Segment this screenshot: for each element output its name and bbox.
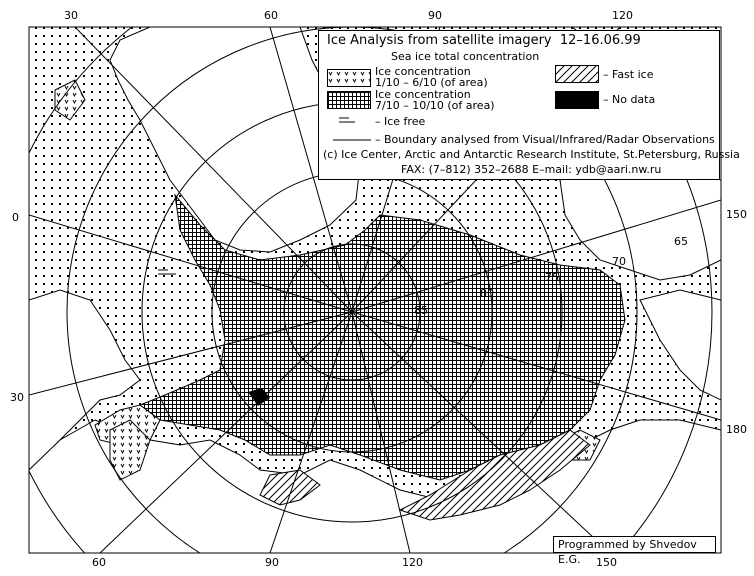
lon-label-top-60: 60: [264, 9, 278, 22]
swatch-no-data: [555, 91, 599, 109]
legend-ice-free: – Ice free: [375, 115, 426, 128]
lon-label-left-0: 0: [12, 211, 19, 224]
lon-label-bottom-150: 150: [596, 556, 617, 569]
lon-label-bottom-120: 120: [402, 556, 423, 569]
swatch-low-pattern: [328, 70, 370, 86]
lat-label-70: 70: [612, 255, 626, 268]
legend-contact: FAX: (7–812) 352–2688 E–mail: ydb@aari.nw.ru: [401, 163, 662, 176]
ice-free-legend-symbol: [337, 115, 357, 125]
lat-label-85: 85: [414, 304, 428, 317]
lon-label-top-120: 120: [612, 9, 633, 22]
legend-high-line2: 7/10 – 10/10 (of area): [375, 99, 495, 112]
swatch-fast-ice: [555, 65, 599, 83]
lat-label-65: 65: [674, 235, 688, 248]
lon-label-right-180: 180: [726, 423, 747, 436]
swatch-fast-pattern: [556, 66, 598, 82]
legend-boundary: – Boundary analysed from Visual/Infrared/Radar Observations: [375, 133, 715, 146]
lon-label-top-90: 90: [428, 9, 442, 22]
boundary-legend-line: [333, 137, 373, 143]
legend-dates: 12–16.06.99: [559, 33, 641, 48]
legend-credit: (c) Ice Center, Arctic and Antarctic Research Institute, St.Petersburg, Russia: [323, 148, 740, 161]
legend-low-line1: Ice concentration: [375, 65, 471, 78]
legend-subtitle: Sea ice total concentration: [391, 50, 540, 63]
lat-label-80: 80: [480, 287, 494, 300]
lon-label-bottom-90: 90: [265, 556, 279, 569]
swatch-low-concentration: [327, 69, 371, 87]
legend-fast-ice: – Fast ice: [603, 68, 654, 81]
swatch-high-concentration: [327, 91, 371, 109]
legend-title-text: Ice Analysis from satellite imagery: [327, 33, 552, 48]
legend-box: [318, 30, 740, 180]
legend-title: [327, 33, 641, 48]
programmed-by-label: Programmed by Shvedov E.G.: [553, 536, 716, 553]
swatch-high-pattern: [328, 92, 370, 108]
legend-no-data: – No data: [603, 93, 656, 106]
lon-label-bottom-60: 60: [92, 556, 106, 569]
lon-label-left-30: 30: [10, 391, 24, 404]
lon-label-right-150: 150: [726, 208, 747, 221]
legend-high-line1: Ice concentration: [375, 88, 471, 101]
legend-low-line2: 1/10 – 6/10 (of area): [375, 76, 488, 89]
lat-label-75: 75: [545, 271, 559, 284]
lon-label-top-30: 30: [64, 9, 78, 22]
